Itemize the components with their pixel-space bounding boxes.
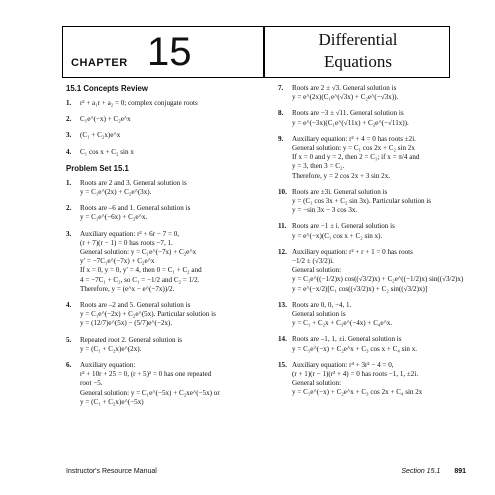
problem-body (80, 179, 266, 197)
problem-line: Roots are 2 and 3. General solution is (80, 178, 187, 187)
problem-body (292, 109, 474, 127)
footer-section (401, 468, 466, 475)
problem-line: r² + a₁r + a₂ = 0; complex conjugate roots (80, 99, 198, 107)
problem-line: Roots are –2 and 5. General solution is (80, 301, 191, 310)
footer-section-label: Section 15.1 (401, 468, 441, 475)
problem-item (278, 335, 474, 353)
problem-number: 5. (66, 335, 72, 344)
title-line-2: Equations (324, 52, 392, 71)
problem-item (66, 301, 266, 329)
problem-item (278, 188, 474, 216)
problem-number: 1. (66, 99, 72, 107)
problem-line: Roots are −1 ± i. General solution is (292, 222, 395, 231)
problem-line: General solution: y = C₁e^(−5x) + C₂xe^(−5x) or (80, 388, 220, 397)
problem-body (80, 301, 266, 329)
problem-line: y = C₁ + C₂x + C₃e^(−4x) + C₄e^x. (292, 319, 393, 328)
chapter-number: 15 (147, 30, 192, 74)
problem-line: General solution: y = C₁e^(−7x) + C₂e^x (80, 248, 197, 257)
problem-line: y = (C₁ cos 3x + C₂ sin 3x). Particular solution is (292, 197, 432, 206)
problem-number: 12. (278, 247, 287, 256)
problem-line: Roots are −3 ± √11. General solution is (292, 109, 404, 118)
concepts-heading: 15.1 Concepts Review (66, 84, 148, 93)
title-line-1: Differential (318, 30, 398, 49)
problem-body (80, 148, 266, 157)
problem-line: Therefore, y = (e^x − e^(−7x))/2. (80, 284, 175, 293)
problem-line: y = 3, then 3 = C₂. (292, 162, 345, 171)
problem-line: root −5. (80, 379, 103, 388)
problem-body (292, 222, 474, 240)
problem-line: y = e^(−x)(C₁ cos x + C₂ sin x). (292, 231, 383, 240)
problem-line: Repeated root 2. General solution is (80, 335, 183, 344)
header-divider (263, 27, 265, 77)
problem-line: (C₁ + C₂x)e^x (80, 131, 121, 140)
problem-line: If x = 0 and y = 2, then 2 = C₁; if x = π/4 and (292, 153, 420, 162)
problem-item (278, 135, 474, 181)
problem-body (80, 131, 266, 140)
problem-line: Auxiliary equation: r² + r + 1 = 0 has roots (292, 247, 413, 256)
problem-line: y = C₁e^(2x) + C₂e^(3x). (80, 188, 152, 197)
problem-number: 13. (278, 300, 287, 309)
chapter-label: CHAPTER (71, 57, 128, 69)
problem-line: y = C₁e^((−1/2)x) cos((√3/2)x) + C₂e^((−1/2)x) sin((√3/2)x) (292, 275, 464, 284)
problem-line: y = C₁e^(−2x) + C₂e^(5x). Particular solution is (80, 310, 216, 319)
problem-item (278, 84, 474, 102)
left-problems-list (66, 179, 266, 407)
footer-page-number: 891 (454, 468, 466, 475)
problem-line: General solution is (292, 310, 346, 319)
concepts-list (66, 99, 266, 157)
chapter-header (62, 26, 450, 78)
problem-line: y = C₁e^(−x) + C₂e^x + C₃ cos 2x + C₄ sin 2x (292, 388, 423, 397)
problem-number: 14. (278, 335, 287, 344)
problem-body (292, 361, 474, 398)
left-column (66, 84, 266, 414)
problem-line: C₁ cos x + C₂ sin x (80, 147, 134, 156)
problem-line: Roots are 2 ± √3. General solution is (292, 84, 397, 92)
problem-body (292, 84, 474, 102)
problem-body (292, 335, 474, 353)
problem-line: y = C₁e^(−x) + C₂e^x + C₃ cos x + C₄ sin x. (292, 344, 418, 353)
problem-number: 11. (278, 222, 287, 231)
problem-body (292, 135, 474, 181)
problem-body (292, 248, 474, 294)
problem-line: y = e^(−3x)(C₁e^(√11x) + C₂e^(−√11x)). (292, 118, 409, 127)
problem-number: 1. (66, 178, 72, 187)
problem-item (66, 99, 266, 108)
problem-line: y′ = −7C₁e^(−7x) + C₂e^x (80, 257, 155, 266)
problem-item (66, 230, 266, 294)
problem-line: Auxiliary equation: (80, 361, 136, 370)
problem-line: (r + 7)(r − 1) = 0 has roots −7, 1. (80, 238, 173, 247)
problem-line: y = e^(2x)(C₁e^(√3x) + C₂e^(−√3x)). (292, 93, 399, 102)
problem-line: −1/2 ± (√3/2)i. (292, 257, 334, 266)
problem-number: 3. (66, 131, 72, 140)
problem-number: 10. (278, 187, 287, 196)
right-column (278, 84, 474, 405)
problem-line: Auxiliary equation: r² + 6r − 7 = 0, (80, 229, 180, 238)
problem-line: General solution: y = C₁ cos 2x + C₂ sin 2x (292, 144, 415, 153)
problem-item (66, 204, 266, 222)
problem-body (80, 230, 266, 294)
problem-number: 3. (66, 229, 72, 238)
problem-line: y = −sin 3x − 3 cos 3x. (292, 206, 358, 215)
problem-line: y = (12/7)e^(5x) − (5/7)e^(−2x). (80, 319, 173, 328)
problem-line: General solution: (292, 266, 342, 275)
problem-number: 4. (66, 147, 72, 156)
problem-item (278, 248, 474, 294)
problem-line: C₁e^(−x) + C₂e^x (80, 115, 131, 124)
problem-line: Roots are ±3i. General solution is (292, 187, 388, 196)
problem-line: y = C₁e^(−6x) + C₂e^x. (80, 213, 148, 222)
problem-line: Auxiliary equation: r⁴ + 3r² − 4 = 0, (292, 360, 394, 369)
problem-line: Roots are 0, 0, −4, 1. (292, 300, 352, 309)
problem-body (80, 99, 266, 108)
problem-item (66, 361, 266, 407)
problem-body (292, 188, 474, 216)
right-problems-list (278, 84, 474, 398)
problem-number: 6. (66, 361, 72, 370)
problem-body (80, 361, 266, 407)
problem-line: Auxiliary equation: r² + 4 = 0 has roots ±2i. (292, 134, 416, 143)
problem-item (66, 115, 266, 124)
footer-manual: Instructor's Resource Manual (66, 468, 157, 475)
problem-body (292, 301, 474, 329)
problem-line: 4 = −7C₁ + C₂, so C₁ = −1/2 and C₂ = 1/2. (80, 275, 200, 284)
problem-number: 15. (278, 360, 287, 369)
problem-line: y = (C₁ + C₂x)e^(2x). (80, 344, 142, 353)
problem-item (278, 301, 474, 329)
problem-item (66, 148, 266, 157)
problem-number: 2. (66, 115, 72, 124)
problem-number: 4. (66, 301, 72, 310)
problem-line: General solution: (292, 379, 342, 388)
problem-body (80, 115, 266, 124)
problem-number: 8. (278, 109, 284, 118)
chapter-title (268, 29, 448, 73)
problem-item (278, 222, 474, 240)
problem-item (66, 179, 266, 197)
problem-item (66, 336, 266, 354)
problem-item (278, 361, 474, 398)
problem-line: Therefore, y = 2 cos 2x + 3 sin 2x. (292, 171, 391, 180)
problem-item (66, 131, 266, 140)
problems-heading: Problem Set 15.1 (66, 163, 129, 173)
problem-line: If x = 0, y = 0, y′ = 4, then 0 = C₁ + C₂ and (80, 266, 202, 275)
problem-line: r² + 10r + 25 = 0, (r + 5)² = 0 has one repeated (80, 370, 212, 379)
problem-line: (r + 1)(r − 1)(r² + 4) = 0 has roots −1, 1, ±2i. (292, 370, 419, 379)
problem-line: Roots are –1, 1, ±i. General solution is (292, 335, 402, 344)
problem-line: y = e^(−x/2)[C₁ cos((√3/2)x) + C₂ sin((√3/2)x)] (292, 284, 428, 293)
problem-body (80, 204, 266, 222)
problem-body (80, 336, 266, 354)
problem-line: Roots are –6 and 1. General solution is (80, 204, 191, 213)
problem-number: 7. (278, 84, 284, 92)
problem-item (278, 109, 474, 127)
problem-number: 2. (66, 204, 72, 213)
problem-number: 9. (278, 134, 284, 143)
problem-line: y = (C₁ + C₂x)e^(−5x) (80, 397, 144, 406)
